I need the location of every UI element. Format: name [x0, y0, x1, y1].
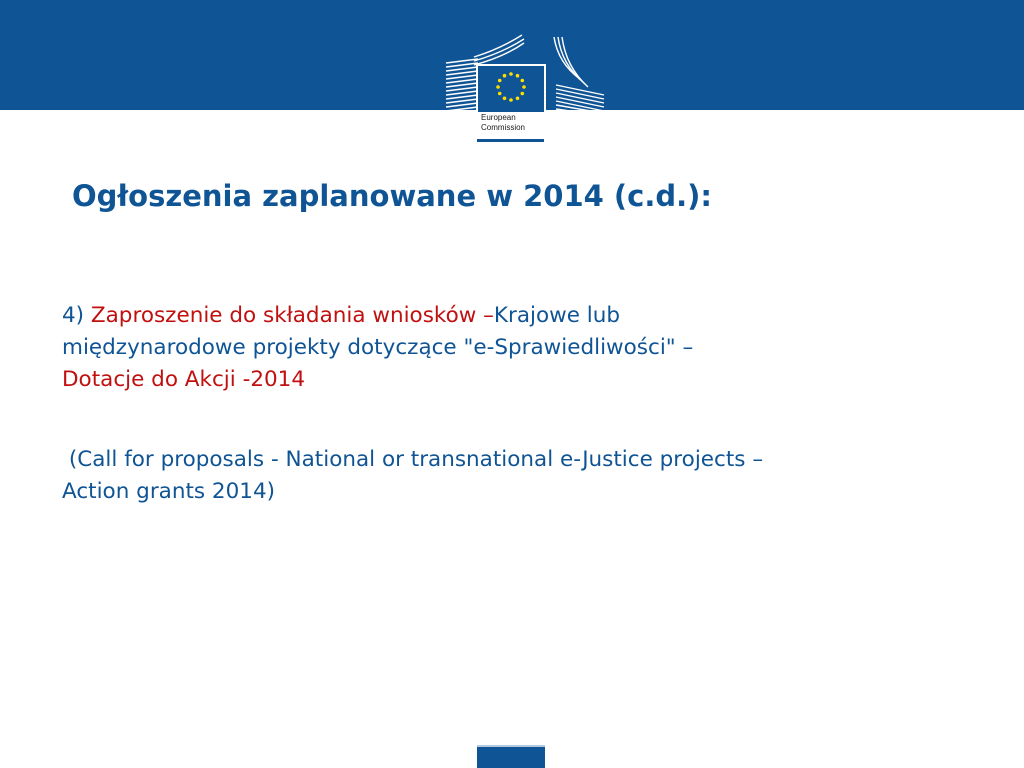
logo-line-1: European	[481, 113, 516, 122]
berlaymont-building-icon	[444, 33, 606, 113]
translation-line-2: Action grants 2014)	[62, 479, 276, 504]
grant-line: Dotacje do Akcji -2014	[62, 367, 306, 392]
topic-line-1: Krajowe lub	[493, 303, 621, 328]
item-number: 4)	[62, 303, 91, 328]
english-translation	[62, 444, 992, 508]
slide-title: Ogłoszenia zaplanowane w 2014 (c.d.):	[72, 179, 712, 213]
logo-line-2: Commission	[481, 123, 526, 132]
footer-tab	[477, 745, 545, 768]
european-commission-logo	[444, 33, 606, 143]
translation-line-1: (Call for proposals - National or transnational e-Justice projects –	[62, 447, 764, 472]
call-label: Zaproszenie do składania wniosków –	[90, 303, 494, 328]
announcement-item-4	[62, 300, 992, 396]
logo-underline	[477, 139, 544, 142]
topic-line-2: międzynarodowe projekty dotyczące "e-Sprawiedliwości" –	[62, 335, 694, 360]
logo-caption	[481, 113, 525, 133]
